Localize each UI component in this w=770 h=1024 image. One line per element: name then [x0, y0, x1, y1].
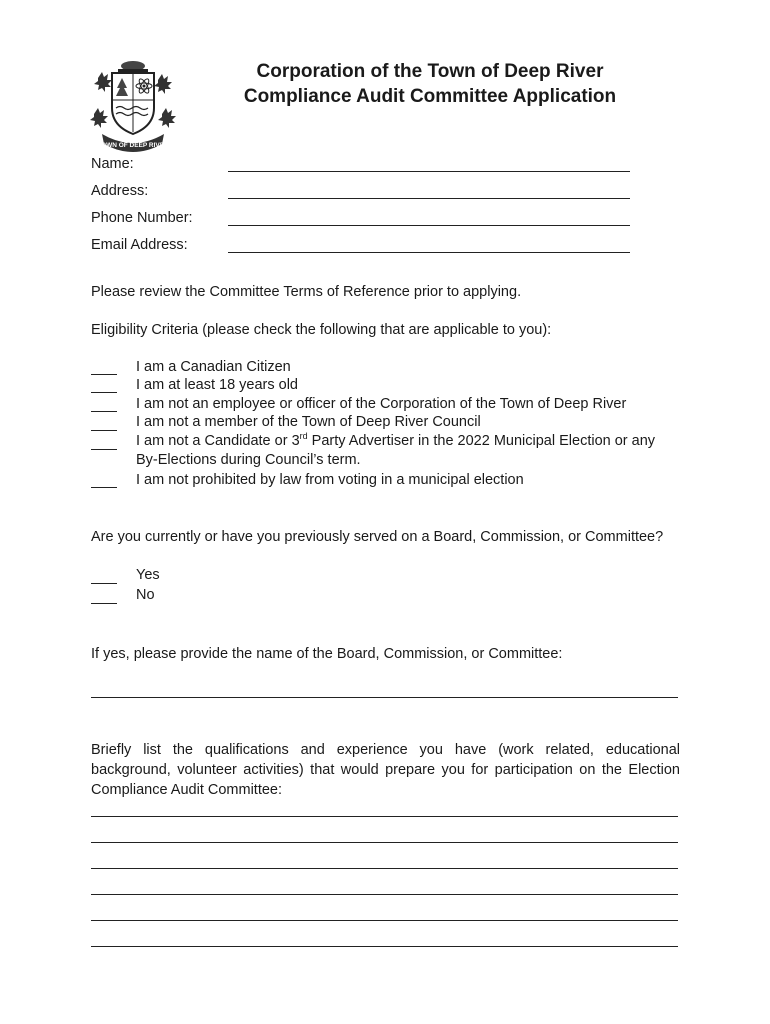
service-no-label: No: [136, 587, 155, 603]
eligibility-item-3: I am not an employee or officer of the Corporation of the Town of Deep River: [136, 396, 627, 412]
ordinal-suffix: rd: [299, 431, 308, 442]
eligibility-item-5: [136, 432, 655, 451]
qualifications-line-2: background, volunteer activities) that would prepare you for participation on the Election: [91, 762, 680, 778]
eligibility-check-6[interactable]: [91, 487, 117, 488]
town-crest-logo: [88, 56, 178, 152]
email-input-line[interactable]: [228, 252, 630, 253]
eligibility-item-4: I am not a member of the Town of Deep River Council: [136, 414, 481, 430]
email-label: Email Address:: [91, 237, 188, 253]
eligibility-item-1: I am a Canadian Citizen: [136, 359, 291, 375]
eligibility-item-5-continued: By-Elections during Council’s term.: [136, 452, 361, 468]
address-input-line[interactable]: [228, 198, 630, 199]
qualifications-answer-line[interactable]: [91, 868, 678, 869]
eligibility-check-3[interactable]: [91, 411, 117, 412]
eligibility-check-5[interactable]: [91, 449, 117, 450]
eligibility-item-5-text: I am not a Candidate or 3: [136, 433, 300, 449]
eligibility-item-5-rest: Party Advertiser in the 2022 Municipal Election or any: [307, 433, 656, 449]
qualifications-line-3: Compliance Audit Committee:: [91, 782, 282, 798]
board-name-prompt: If yes, please provide the name of the Board, Commission, or Committee:: [91, 646, 563, 662]
qualifications-answer-line[interactable]: [91, 894, 678, 895]
qualifications-answer-line[interactable]: [91, 842, 678, 843]
form-title-line2: Compliance Audit Committee Application: [243, 86, 617, 107]
service-question: Are you currently or have you previously served on a Board, Commission, or Committee?: [91, 529, 664, 545]
service-no-check[interactable]: [91, 603, 117, 604]
name-label: Name:: [91, 156, 134, 172]
form-title-line1: Corporation of the Town of Deep River: [256, 61, 604, 82]
terms-notice: Please review the Committee Terms of Reference prior to applying.: [91, 284, 522, 300]
name-input-line[interactable]: [228, 171, 630, 172]
eligibility-heading: Eligibility Criteria (please check the following that are applicable to you):: [91, 322, 552, 338]
crest-motto: TOWN OF DEEP RIVER: [97, 142, 169, 149]
board-name-input-line[interactable]: [91, 697, 678, 698]
eligibility-item-2: I am at least 18 years old: [136, 377, 298, 393]
phone-label: Phone Number:: [91, 210, 193, 226]
eligibility-check-4[interactable]: [91, 430, 117, 431]
eligibility-check-1[interactable]: [91, 374, 117, 375]
service-yes-check[interactable]: [91, 583, 117, 584]
eligibility-item-6: I am not prohibited by law from voting in a municipal election: [136, 472, 524, 488]
qualifications-prompt: [91, 740, 680, 800]
service-yes-label: Yes: [136, 567, 160, 583]
qualifications-answer-line[interactable]: [91, 920, 678, 921]
qualifications-answer-line[interactable]: [91, 946, 678, 947]
phone-input-line[interactable]: [228, 225, 630, 226]
qualifications-answer-line[interactable]: [91, 816, 678, 817]
address-label: Address:: [91, 183, 149, 199]
qualifications-line-1: Briefly list the qualifications and experience you have (work related, educational: [91, 742, 680, 758]
eligibility-check-2[interactable]: [91, 392, 117, 393]
